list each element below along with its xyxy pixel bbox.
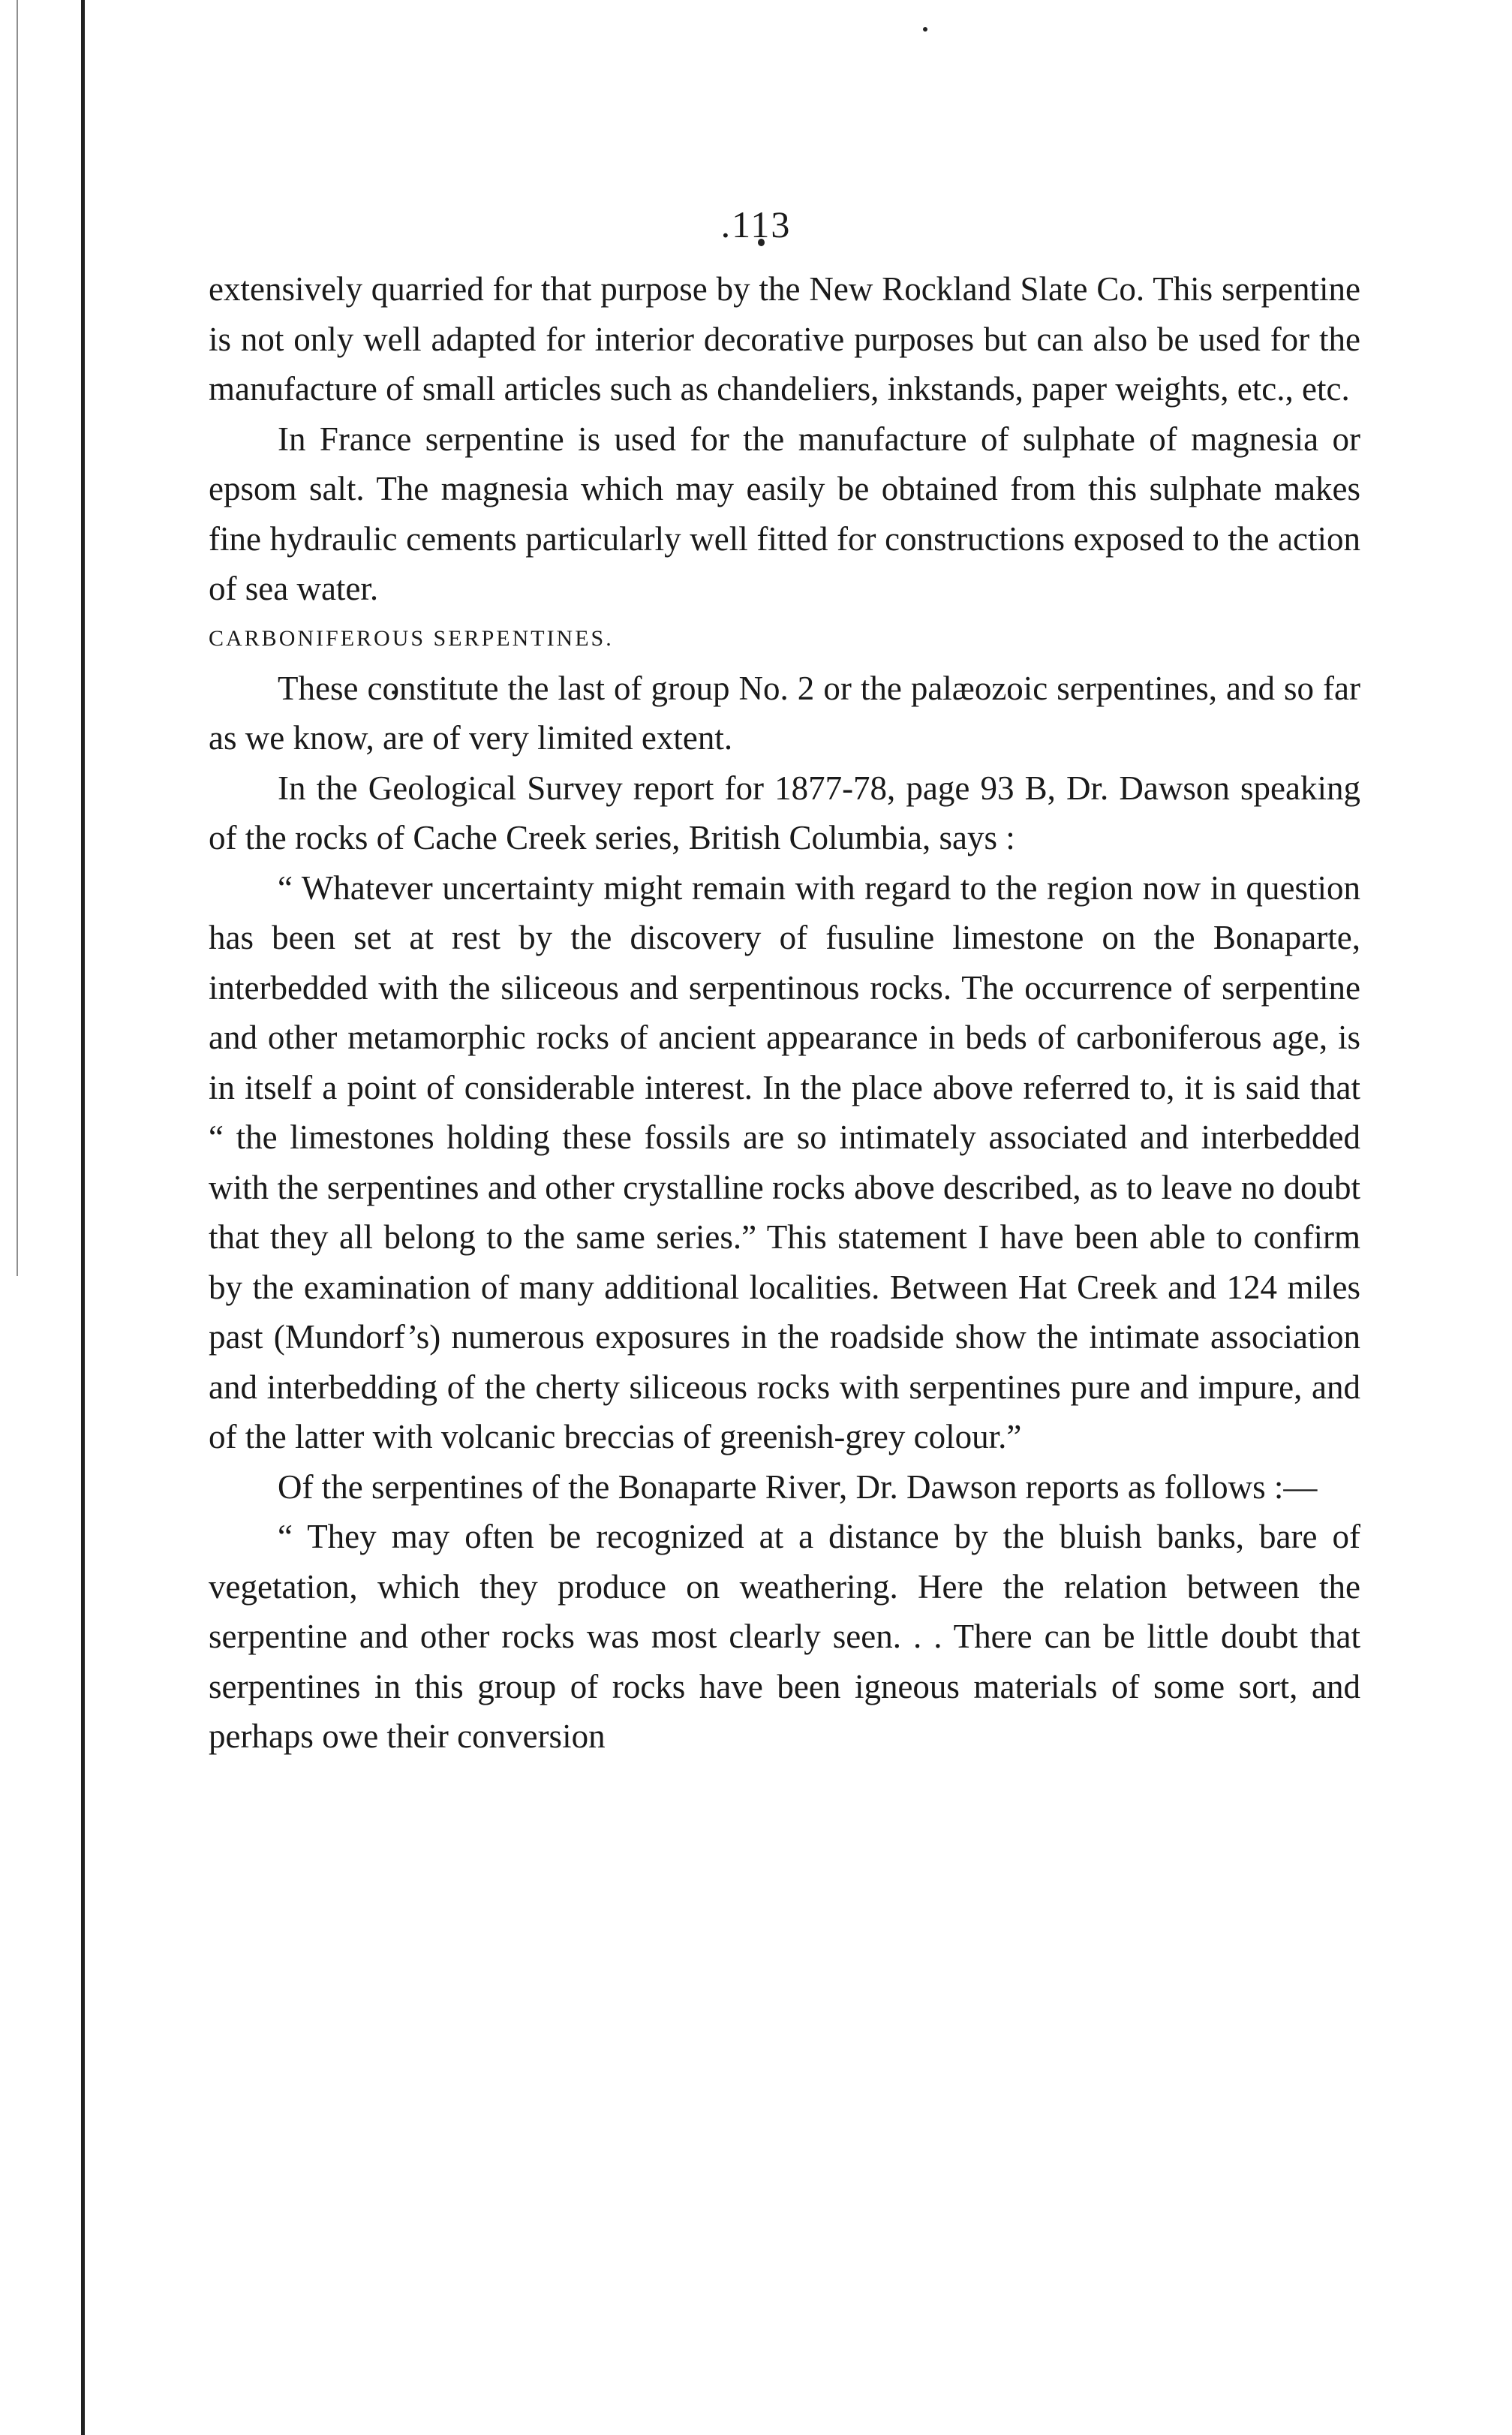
paragraph: In France serpentine is used for the manufacture of sulphate of magnesia or epsom salt. The magnesia which may easily be obtained from this sulphate makes fine hydraulic cements particularly well fitted for constructions exposed to the action of sea water. (209, 420, 1360, 607)
paragraph: In the Geological Survey report for 1877-78, page 93 B, Dr. Dawson speaking of the rocks of Cache Creek series, British Columbia, says : (209, 769, 1360, 856)
quotation-paragraph: “ Whatever uncertainty might remain with regard to the region now in question has been set at rest by the discovery of fusuline limestone on the Bonaparte, interbedded with the siliceous and serpentinous rocks. The occurrence of serpentine and other metamorphic rocks of ancient appearance in beds of carboniferous age, is in itself a point of considerable interest. In the place above referred to, it is said that “ the limestones holding these fossils are so intimately associated and interbedded with the serpentines and other crystalline rocks above described, as to leave no doubt that they all belong to the same series.” This statement I have been able to confirm by the examination of many additional localities. Between Hat Creek and 124 miles past (Mundorf’s) numerous exposures in the roadside show the intimate association and interbedding of the cherty siliceous rocks with serpentines pure and impure, and of the latter with volcanic breccias of greenish-grey colour.” (209, 868, 1360, 1455)
binding-edge-line (81, 0, 85, 2435)
section-heading: CARBONIFEROUS SERPENTINES. (209, 625, 614, 651)
body-text (209, 264, 1360, 1762)
paragraph: These constitute the last of group No. 2 or the palæozoic serpentines, and so far as we know, are of very limited extent. (209, 669, 1360, 757)
paragraph: extensively quarried for that purpose by the New Rockland Slate Co. This serpentine is not only well adapted for interior decorative purposes but can also be used for the manufacture of small articles such as chandeliers, inkstands, paper weights, etc., etc. (209, 270, 1360, 408)
quotation-paragraph: “ They may often be recognized at a distance by the bluish banks, bare of vegetation, which they produce on weathering. Here the relation between the serpentine and other rocks was most clearly seen. . . There can be little doubt that serpentines in this group of rocks have been igneous materials of some sort, and perhaps owe their conversion (209, 1518, 1360, 1755)
page-number: .113 (720, 203, 792, 245)
scan-speck (923, 27, 927, 32)
scan-edge-line (17, 0, 18, 1276)
paragraph: Of the serpentines of the Bonaparte River, Dr. Dawson reports as follows :— (278, 1467, 1318, 1506)
